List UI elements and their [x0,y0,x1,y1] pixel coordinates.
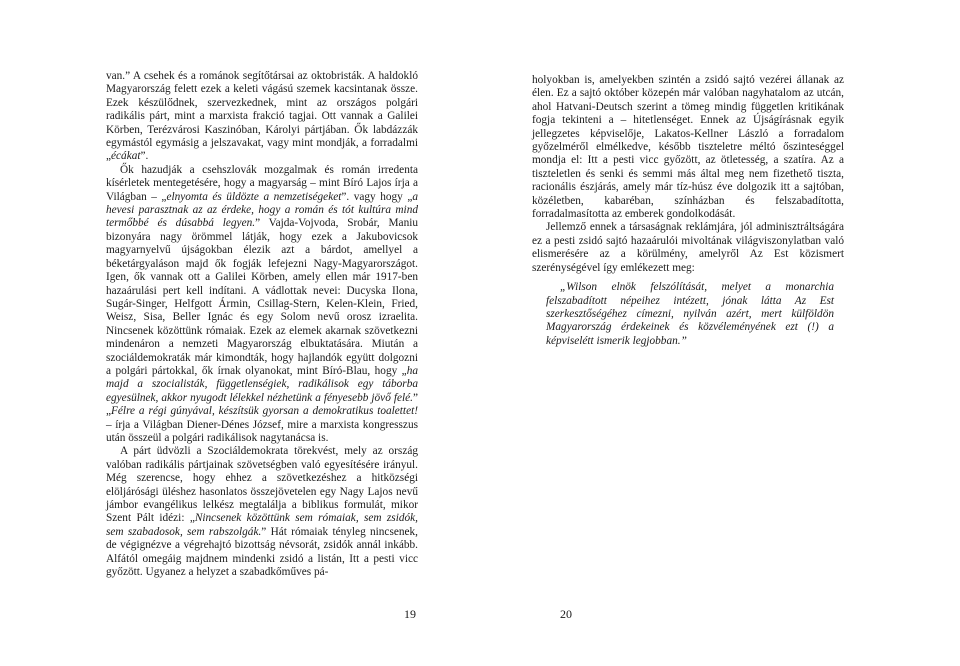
italic-run: Félre a régi gúnyával, készítsük gyorsan a demokratikus toalettet! [111,405,418,418]
text-run: ”. vagy hogy „ [341,190,413,203]
right-page [480,0,960,666]
block-quote [546,281,834,348]
text-run: Jellemző ennek a társaságnak reklámjára, jól adminisztráltságára ez a pesti zsidó sajtó hazaárulói mivoltának világviszonylatban való elismerésére az a körülmény, amelyről Az Est közismert szerénységével így emlékezett meg: [532,221,844,274]
italic-run: Nincsenek közöttünk sem rómaiak, sem zsidók, sem szabadosok, sem rabszolgák. [106,512,418,538]
italic-run: a hevesi parasztnak az az érdeke, hogy a román és tót kultúra mind termőbbé és dúsabbá legyen. [106,190,418,230]
paragraph [106,445,418,579]
text-run: ” Vajda-Vojvoda, Srobár, Maniu bizonyára nagy örömmel látják, hogy ezek a Jakubovicsok magyarnyelvű újságokban élezik azt a bárdot, amellyel a béketárgyaláson majd ők fogják lefejezni Nagy-Magyarországot. Igen, ők vannak ott a Galilei Körben, amely ellen már 1917-ben hazaárulási pert kell indítani. A vádlottak nevei: Ducyska Ilona, Sugár-Singer, Helfgott Ármin, Csillag-Stern, Kelen-Klein, Fried, Weisz, Sisa, Beller Ignác és egy Solom nevű orosz izraelita. Nincsenek közöttünk rómaiak. Ezek az elemek akarnak szövetkezni mindenáron a nemzeti Magyarország elbuktatására. Miután a szociáldemokraták már kimondták, hogy hajlandók együtt dolgozni a polgári pártokkal, ők írnak olyanokat, mint Bíró-Blau, hogy „ [106,217,418,377]
text-run: Ők hazudják a csehszlovák mozgalmak és román irredenta kísérletek mentegetésére, hogy a magyarság – mint Bíró Lajos írja a Világban – „ [106,163,418,203]
italic-run: écákat [111,150,141,163]
text-run: holyokban is, amelyekben szintén a zsidó sajtó vezérei állanak az élen. Ez a sajtó október közepén már valóban nagyhatalom az utcán, ahol Hatvani-Deutsch szerint a tömeg mindig független kritikának fogja tekinteni a – hitetlenséget. Ennek az Újságírásnak egyik jellegzetes képviselője, Lakatos-Kellner László a forradalom győzelméről elmélkedve, később tiszteletre méltó őszinteséggel mondja el: Itt a pesti vicc győzött, az ötletesség, a szatíra. Az a tiszteletlen és senki és semmi más által meg nem fizethető tiszta, racionális észjárás, amely már tíz-húsz éve dolgozik itt a sajtóban, közéletben, kabaréban, színházban és felszabadította, forradalmasította az emberek gondolkodását. [532,74,844,221]
text-run: „Wilson elnök felszólítását, melyet a monarchia felszabadított népeihez intézett, jónak látta Az Est szerkesztőségéhez címezni, nyilván azért, mert külföldön Magyarország érdekeinek és közvéleményének ezt (!) a képviselétt ismerik legjobban.” [546,281,834,347]
paragraph [532,221,844,275]
left-text-column [106,70,418,579]
italic-run: ha majd a szocialisták, függetlenségiek, radikálisok egy táborba egyesülnek, akkor nyugodt lélekkel nézhetünk a fényesebb jövő felé. [106,364,418,404]
text-run: ”. [140,150,149,163]
italic-run: elnyomta és üldözte a nemzetiségeket [166,190,342,203]
text-run: van.” A csehek és a románok segítőtársai az oktobristák. A haldokló Magyarország felett ezek a keleti vágású szemek kacsintanak össze. Ezek készülődnek, szervezkednek, mint az országos polgári radikális párt, mint a marxista frakció tagjai. Ott vannak a Galilei Körben, Terézvárosi Kaszinóban, Károlyi pártjában. Ők labdázzák egymástól egymásig a jelszavakat, vagy mint mondják, a forradalmi „ [106,70,418,163]
text-run: A párt üdvözli a Szociáldemokrata törekvést, mely az ország valóban radikális pártjainak szövetségben való egyesítésére irányul. Még szerencse, hogy ehhez a szövetkezéshez a hitközségi elöljárósági üléshez hasonlatos összejövetelen egy Nagy Lajos nevű jámbor evangélikus lelkész megtalálja a biblikus formulát, mikor Szent Pált idézi: „ [106,445,418,525]
text-run: ” Hát rómaiak tényleg nincsenek, de végignézve a végrehajtó bizottság névsorát, zsidók annál inkább. Alfától omegáig majdnem mindenki zsidó a listán, Itt a pesti vicc győzött. Ugyanez a helyzet a szabadkőműves pá- [106,525,418,579]
right-text-column [532,74,844,348]
paragraph [106,164,418,446]
page-number: 20 [560,607,572,621]
text-run: ” „ [106,391,418,418]
text-run: – írja a Világban Diener-Dénes József, mire a marxista kongresszus után összeül a polgári radikálisok nagytanácsa is. [106,418,418,444]
paragraph [532,74,844,221]
page-number: 19 [404,607,416,621]
paragraph [106,70,418,164]
